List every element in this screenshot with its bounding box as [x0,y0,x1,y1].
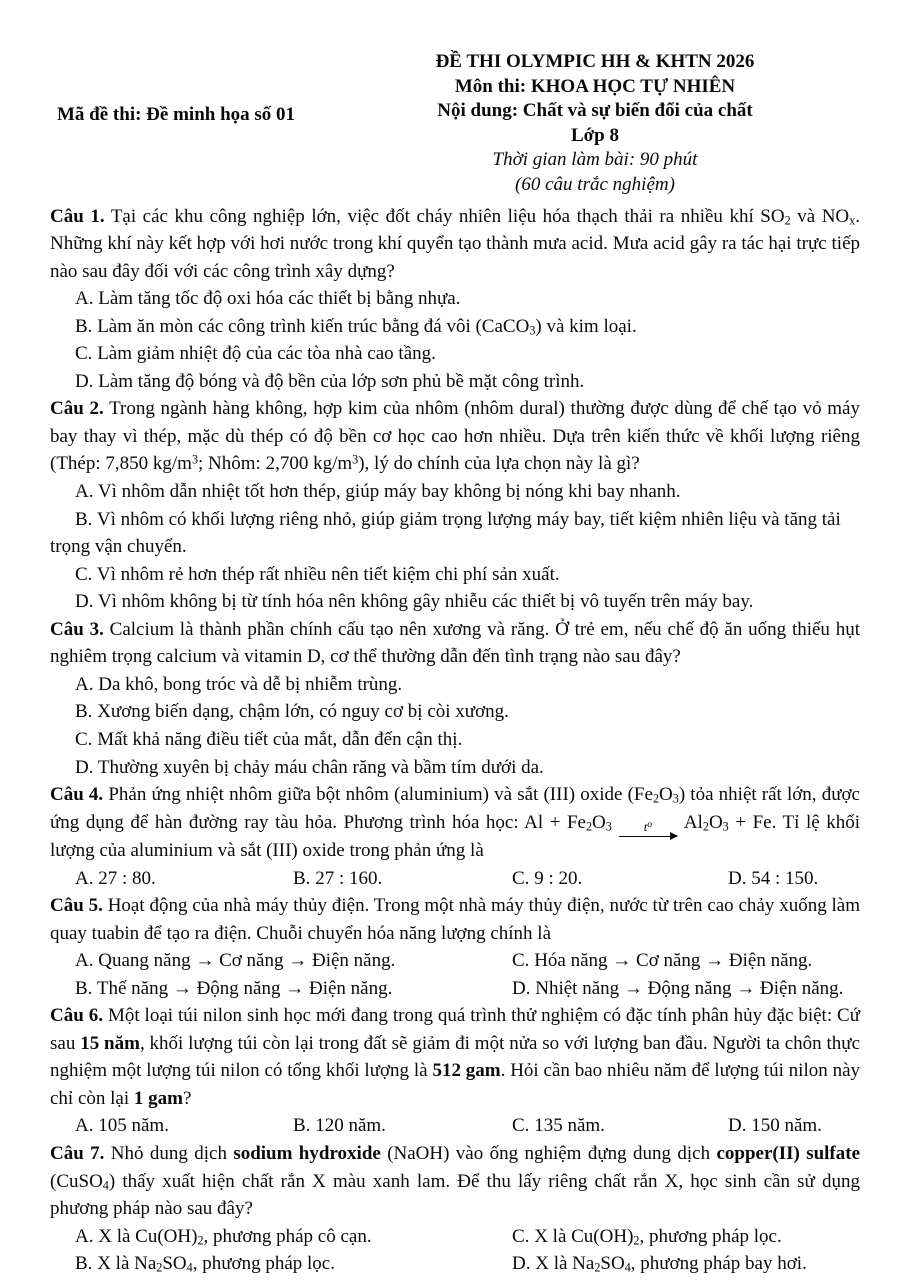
question-number: Câu 1. [50,205,105,227]
option-label: D. [75,370,99,392]
exam-header [50,50,860,198]
option-label: C. [75,728,98,750]
option-a: A. 105 năm. [75,1115,169,1137]
question-number: Câu 2. [50,398,104,420]
option-d: D. Làm tăng độ bóng và độ bền của lớp sơn phủ bề mặt công trình. [75,370,585,392]
question-block-1 [50,203,860,396]
option-a: A. Da khô, bong tróc và dễ bị nhiễm trùng. [75,673,403,695]
exam-title-line: Thời gian làm bài: 90 phút [492,149,698,171]
question-block-5 [50,892,860,1002]
option-a: A. Quang năng → Cơ năng → Điện năng. [75,950,396,972]
exam-title-line: ĐỀ THI OLYMPIC HH & KHTN 2026 [435,51,755,72]
option-b: B. 120 năm. [293,1115,386,1137]
option-c: C. Vì nhôm rẻ hơn thép rất nhiều nên tiết kiệm chi phí sản xuất. [75,563,560,585]
question-block-7 [50,1140,860,1278]
arrow-shaft [619,836,677,837]
question-stem: Câu 1. Tại các khu công nghiệp lớn, việc đốt cháy nhiên liệu hóa thạch thải ra nhiều khí $SO_2$ và $NO_x$. Những khí này kết hợp với hơi nước trong khí quyển tạo thành mưa acid. Mưa acid gây ra tác hại trực tiếp nào sau đây đối với các công trình xây dựng? [50,205,860,282]
option-label: A. [75,1225,99,1247]
option-d: D. X là $Na_2SO_4$, phương pháp bay hơi. [512,1253,807,1275]
questions [50,203,860,1278]
option-label: A. [75,1115,99,1137]
option-b: B. Thế năng → Động năng → Điện năng. [75,977,393,999]
option-label: D. [728,1115,752,1137]
arrow-condition-label: $t^o$ [643,818,652,834]
options [50,1223,860,1278]
question-stem: Câu 5. Hoạt động của nhà máy thủy điện. Trong một nhà máy thủy điện, nước từ trên cao chảy xuống làm quay tuabin để tạo ra điện. Chuỗi chuyển hóa năng lượng chính là [50,895,861,944]
option-a: A. X là $Cu(OH)_2$, phương pháp cô cạn. [75,1225,372,1248]
option-b: B. Xương biến dạng, chậm lớn, có nguy cơ bị còi xương. [75,701,509,723]
option-label: A. [75,481,98,503]
question-stem: Câu 4. Phản ứng nhiệt nhôm giữa bột nhôm (aluminium) và sắt (III) oxide $(Fe_2O_3)$ tỏa nhiệt rất lớn, được ứng dụng để hàn đường ray tàu hỏa. Phương trình hóa học: $Al + Fe_2O_3$ $t^o$ $Al_2O_3 + Fe$. Tỉ lệ khối lượng của aluminium và sắt (III) oxide trong phản ứng là [50,784,860,861]
option-label: A. [75,950,99,972]
option-label: B. [75,315,98,337]
option-label: A. [75,867,99,889]
question-stem: Câu 3. Calcium là thành phần chính cấu tạo nên xương và răng. Ở trẻ em, nếu chế độ ăn uống thiếu hụt nghiêm trọng calcium và vitamin D, cơ thể thường dẫn đến tình trạng nào sau đây? [50,618,861,668]
option-c: C. Làm giảm nhiệt độ của các tòa nhà cao tầng. [75,343,436,365]
option-a: A. Làm tăng tốc độ oxi hóa các thiết bị bằng nhựa. [75,288,461,310]
exam-title-block [285,50,905,198]
question-number: Câu 5. [50,895,103,917]
option-d: D. Vì nhôm không bị từ tính hóa nên không gây nhiễu các thiết bị vô tuyến trên máy bay. [75,591,754,613]
question-stem: Câu 6. Một loại túi nilon sinh học mới đang trong quá trình thử nghiệm có đặc tính phân hủy đặc biệt: Cứ sau 15 năm, khối lượng túi còn lại trong đất sẽ giảm đi một nửa so với lượng ban đầu. Người ta chôn thực nghiệm một lượng túi nilon có tổng khối lượng là 512 gam. Hỏi cần bao nhiêu năm để lượng túi nilon này chỉ còn lại 1 gam? [50,1005,861,1109]
option-c: C. Hóa năng → Cơ năng → Điện năng. [512,950,813,972]
option-d: D. 54 : 150. [728,867,819,889]
option-d: D. Nhiệt năng → Động năng → Điện năng. [512,977,844,999]
question-number: Câu 7. [50,1143,105,1164]
option-label: D. [728,867,752,889]
exam-code-label: Mã đề thi: Đề minh họa số 01 [57,104,296,125]
option-c: C. 135 năm. [512,1115,605,1137]
question-block-3 [50,616,860,781]
options [50,285,860,395]
option-b: B. Vì nhôm có khối lượng riêng nhỏ, giúp giảm trọng lượng máy bay, tiết kiệm nhiên liệu và tăng tải trọng vận chuyển. [50,508,841,558]
exam-title-line: (60 câu trắc nghiệm) [515,173,675,195]
option-c: C. X là $Cu(OH)_2$, phương pháp lọc. [512,1225,782,1248]
options [50,865,860,893]
exam-title-line: Lớp 8 [570,124,619,146]
option-label: C. [512,1225,535,1247]
option-label: B. [75,977,97,999]
option-label: C. [75,563,97,585]
option-label: D. [512,977,536,999]
option-label: C. [512,867,535,889]
option-label: C. [512,1115,535,1137]
question-block-6 [50,1002,860,1140]
option-label: A. [75,673,99,695]
question-block-4 [50,781,860,892]
question-block-2 [50,395,860,615]
option-label: A. [75,288,99,310]
option-c: C. 9 : 20. [512,867,583,889]
option-label: B. [75,508,97,530]
option-d: D. Thường xuyên bị chảy máu chân răng và bầm tím dưới da. [75,756,544,778]
option-label: D. [75,756,98,778]
question-number: Câu 4. [50,784,104,806]
exam-title-line: Nội dung: Chất và sự biến đổi của chất [437,100,753,122]
option-label: B. [75,1253,98,1275]
option-label: B. [75,701,98,723]
option-b: B. X là $Na_2SO_4$, phương pháp lọc. [75,1253,335,1275]
option-label: C. [512,950,535,972]
options [50,671,860,781]
options [50,1112,860,1140]
option-b: B. Làm ăn mòn các công trình kiến trúc bằng đá vôi (CaCO$_3$) và kim loại. [75,315,637,338]
option-label: D. [75,591,98,613]
options [50,478,860,616]
question-number: Câu 3. [50,618,104,640]
option-a: A. 27 : 80. [75,867,156,889]
option-d: D. 150 năm. [728,1115,822,1137]
option-b: B. 27 : 160. [293,867,383,889]
question-stem: Câu 2. Trong ngành hàng không, hợp kim của nhôm (nhôm dural) thường được dùng để chế tạo vỏ máy bay thay vì thép, mặc dù thép có độ bền cơ học cao hơn nhiều. Dựa trên kiến thức về khối lượng riêng (Thép: 7,850 $kg/m^3$; Nhôm: 2,700 $kg/m^3$), lý do chính của lựa chọn này là gì? [50,398,860,475]
options [50,947,860,1002]
option-label: D. [512,1253,536,1275]
reaction-arrow-icon [619,820,677,837]
option-label: B. [293,867,316,889]
option-a: A. Vì nhôm dẫn nhiệt tốt hơn thép, giúp máy bay không bị nóng khi bay nhanh. [75,481,681,503]
exam-title-line: Môn thi: KHOA HỌC TỰ NHIÊN [454,75,736,97]
option-label: B. [293,1115,316,1137]
option-label: C. [75,343,98,365]
question-number: Câu 6. [50,1005,103,1027]
option-c: C. Mất khả năng điều tiết của mắt, dẫn đến cận thị. [75,728,463,750]
question-stem: Câu 7. Nhỏ dung dịch sodium hydroxide (NaOH) vào ống nghiệm đựng dung dịch copper(II) sulfate (CuSO$_4$) thấy xuất hiện chất rắn X màu xanh lam. Để thu lấy riêng chất rắn X, học sinh cần sử dụng phương pháp nào sau đây? [50,1143,861,1220]
